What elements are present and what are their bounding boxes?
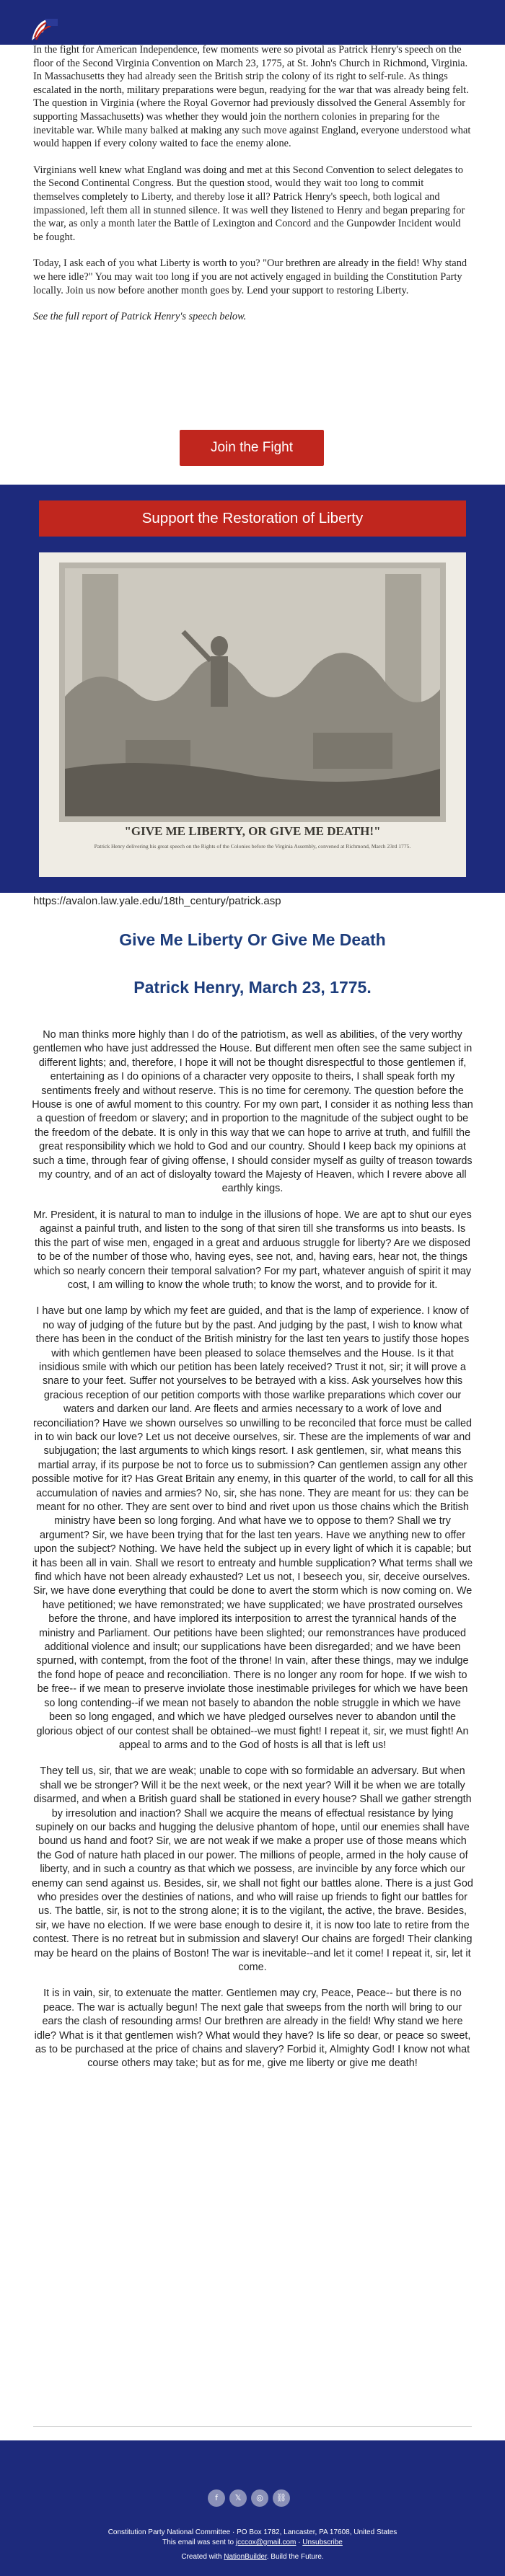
footer-email-line: This email was sent to jcccox@gmail.com · Unsubscribe	[162, 2538, 343, 2546]
patrick-henry-engraving	[39, 552, 466, 877]
footer-built-line	[0, 2553, 505, 2561]
speech-paragraph: No man thinks more highly than I do of the patriotism, as well as abilities, of the very worthy gentlemen who have just addressed the House. But different men often see the same subject in different lights; and, therefore, I hope it will not be thought disrespectful to those gentlemen if, entertaining as I do opinions of a character very opposite to theirs, I shall speak forth my sentiments freely and without reserve. This is no time for ceremony. The question before the House is one of awful moment to this country. For my own part, I consider it as nothing less than a question of freedom or slavery; and in proportion to the magnitude of the subject ought to be the freedom of the debate. It is only in this way that we can hope to arrive at truth, and fulfill the great responsibility which we hold to God and our country. Should I keep back my opinions at such a time, through fear of giving offense, I should consider myself as guilty of treason towards my country, and of an act of disloyalty toward the Majesty of Heaven, which I revere above all earthly kings.	[32, 1029, 473, 1195]
support-liberty-button[interactable]: Support the Restoration of Liberty	[39, 500, 466, 537]
intro-paragraph: Virginians well knew what England was doing and met at this Second Convention to select delegates to the Second Continental Congress. But the question stood, would they wait too long to commit themselves completely to Liberty, and thereby lose it all? Patrick Henry's speech, both logical and impassioned, left them all in stunned silence. It was well they listened to Henry and began preparing for the war, as only a month later the Battle of Lexington and Concord and the Gunpowder Incident would be fought.	[33, 164, 465, 243]
engraving-subcaption: Patrick Henry delivering his great speech on the Rights of the Colonies before the Virginia Assembly, convened at Richmond, March 23rd 1775.	[94, 843, 411, 850]
flag-logo-icon	[29, 16, 61, 45]
intro-paragraph: Today, I ask each of you what Liberty is worth to you? "Our brethren are already in the field! Why stand we here idle?" You may wait too long if you are not actively engaged in building the Constitution Party locally. Join us now before another month goes by. Lend your support to restoring Liberty.	[33, 257, 467, 296]
footer-email[interactable]: jcccox@gmail.com	[235, 2538, 297, 2546]
footer-built-suffix: . Build the Future.	[266, 2553, 324, 2561]
facebook-icon[interactable]: f	[208, 2489, 225, 2507]
speech-subtitle: Patrick Henry, March 23, 1775.	[133, 978, 372, 997]
nationbuilder-link[interactable]: NationBuilder	[224, 2553, 267, 2561]
x-icon[interactable]: 𝕏	[229, 2489, 247, 2507]
footer-built-prefix: Created with	[181, 2553, 224, 2561]
speech-paragraph: Mr. President, it is natural to man to indulge in the illusions of hope. We are apt to shut our eyes against a painful truth, and listen to the song of that siren till she transforms us into beasts. Is this the part of wise men, engaged in a great and arduous struggle for liberty? Are we disposed to be of the number of those who, having eyes, see not, and, having ears, hear not, the things which so nearly concern their temporal salvation? For my part, whatever anguish of spirit it may cost, I am willing to know the whole truth; to know the worst, and to provide for it.	[33, 1209, 472, 1291]
link-icon[interactable]: ⛓	[273, 2489, 290, 2507]
speech-body	[32, 1028, 473, 2083]
speech-paragraph: I have but one lamp by which my feet are guided, and that is the lamp of experience. I know of no way of judging of the future but by the past. And judging by the past, I wish to know what there has been in the conduct of the British ministry for the last ten years to justify those hopes with which gentlemen have been pleased to solace themselves and the House. Is it that insidious smile with which our petition has been lately received? Trust it not, sir; it will prove a snare to your feet. Suffer not yourselves to be betrayed with a kiss. Ask yourselves how this gracious reception of our petition comports with those warlike preparations which cover our waters and darken our land. Are fleets and armies necessary to a work of love and reconciliation? Have we shown ourselves so unwilling to be reconciled that force must be called in to win back our love? Let us not deceive ourselves, sir. These are the implements of war and subjugation; the last arguments to which kings resort. I ask gentlemen, sir, what means this martial array, if its purpose be not to force us to submission? Can gentlemen assign any other possible motive for it? Has Great Britain any enemy, in this quarter of the world, to call for all this accumulation of navies and armies? No, sir, she has none. They are meant for us: they can be meant for no other. They are sent over to bind and rivet upon us those chains which the British ministry have been so long forging. And what have we to oppose to them? Shall we try argument? Sir, we have been trying that for the last ten years. Have we anything new to offer upon the subject? Nothing. We have held the subject up in every light of which it is capable; but it has been all in vain. Shall we resort to entreaty and humble supplication? What terms shall we find which have not been already exhausted? Let us not, I beseech you, sir, deceive ourselves. Sir, we have done everything that could be done to avert the storm which is now coming on. We have petitioned; we have remonstrated; we have supplicated; we have prostrated ourselves before the throne, and have implored its interposition to arrest the tyrannical hands of the ministry and Parliament. Our petitions have been slighted; our remonstrances have produced additional violence and insult; our supplications have been disregarded; and we have been spurned, with contempt, from the foot of the throne! In vain, after these things, may we indulge the fond hope of peace and reconciliation. There is no longer any room for hope. If we wish to be free-- if we mean to preserve inviolate those inestimable privileges for which we have been so long contending--if we mean not basely to abandon the noble struggle in which we have been so long engaged, and which we have pledged ourselves never to abandon until the glorious object of our contest shall be obtained--we must fight! I repeat it, sir, we must fight! An appeal to arms and to the God of hosts is all that is left us!	[32, 1305, 473, 1751]
unsubscribe-link[interactable]: Unsubscribe	[302, 2538, 343, 2546]
speech-paragraph: It is in vain, sir, to extenuate the matter. Gentlemen may cry, Peace, Peace-- but there is no peace. The war is actually begun! The next gale that sweeps from the north will bring to our ears the clash of resounding arms! Our brethren are already in the field! Why stand we here idle? What is it that gentlemen wish? What would they have? Is life so dear, or peace so sweet, as to be purchased at the price of chains and slavery? Forbid it, Almighty God! I know not what course others may take; but as for me, give me liberty or give me death!	[34, 1988, 471, 2070]
engraving-caption: "GIVE ME LIBERTY, OR GIVE ME DEATH!"	[124, 824, 381, 838]
speech-paragraph: They tell us, sir, that we are weak; unable to cope with so formidable an adversary. But when shall we be stronger? Will it be the next week, or the next year? Will it be when we are totally disarmed, and when a British guard shall be stationed in every house? Shall we gather strength by irresolution and inaction? Shall we acquire the means of effectual resistance by lying supinely on our backs and hugging the delusive phantom of hope, until our enemies shall have bound us hand and foot? Sir, we are not weak if we make a proper use of those means which the God of nature hath placed in our power. The millions of people, armed in the holy cause of liberty, and in such a country as that which we possess, are invincible by any force which our enemy can send against us. Besides, sir, we shall not fight our battles alone. There is a just God who presides over the destinies of nations, and who will raise up friends to fight our battles for us. The battle, sir, is not to the strong alone; it is to the vigilant, the active, the brave. Besides, sir, we have no election. If we were base enough to desire it, it is now too late to retire from the contest. There is no retreat but in submission and slavery! Our chains are forged! Their clanking may be heard on the plains of Boston! The war is inevitable--and let it come! I repeat it, sir, let it come.	[32, 1765, 473, 1973]
instagram-icon[interactable]: ◎	[251, 2489, 268, 2507]
footer-address: Constitution Party National Committee · PO Box 1782, Lancaster, PA 17608, United States	[107, 2528, 398, 2536]
header-bar	[0, 0, 505, 45]
speech-title: Give Me Liberty Or Give Me Death	[119, 930, 386, 949]
join-the-fight-button[interactable]: Join the Fight	[180, 430, 324, 466]
source-link[interactable]: https://avalon.law.yale.edu/18th_century/patrick.asp	[33, 895, 281, 907]
intro-paragraph: In the fight for American Independence, few moments were so pivotal as Patrick Henry's speech on the floor of the Second Virginia Convention on March 23, 1775, at St. John's Church in Richmond, Virginia. In Massachusetts they had already seen the British strip the colony of its right to self-rule. As things escalated in the north, military preparations were begun, readying for the war that was already being felt. The question in Virginia (where the Royal Governor had previously dissolved the General Assembly for supporting Massachusetts) was whether they would join the northern colonies in preparing for the inevitable war. While many balked at making any such move against England, everyone understood what would happen if every colony waited to face the enemy alone.	[33, 44, 471, 150]
footer-email-prefix: This email was sent to	[162, 2538, 236, 2546]
intro-text	[33, 43, 471, 337]
intro-note: See the full report of Patrick Henry's speech below.	[33, 311, 247, 323]
divider	[33, 2426, 472, 2427]
